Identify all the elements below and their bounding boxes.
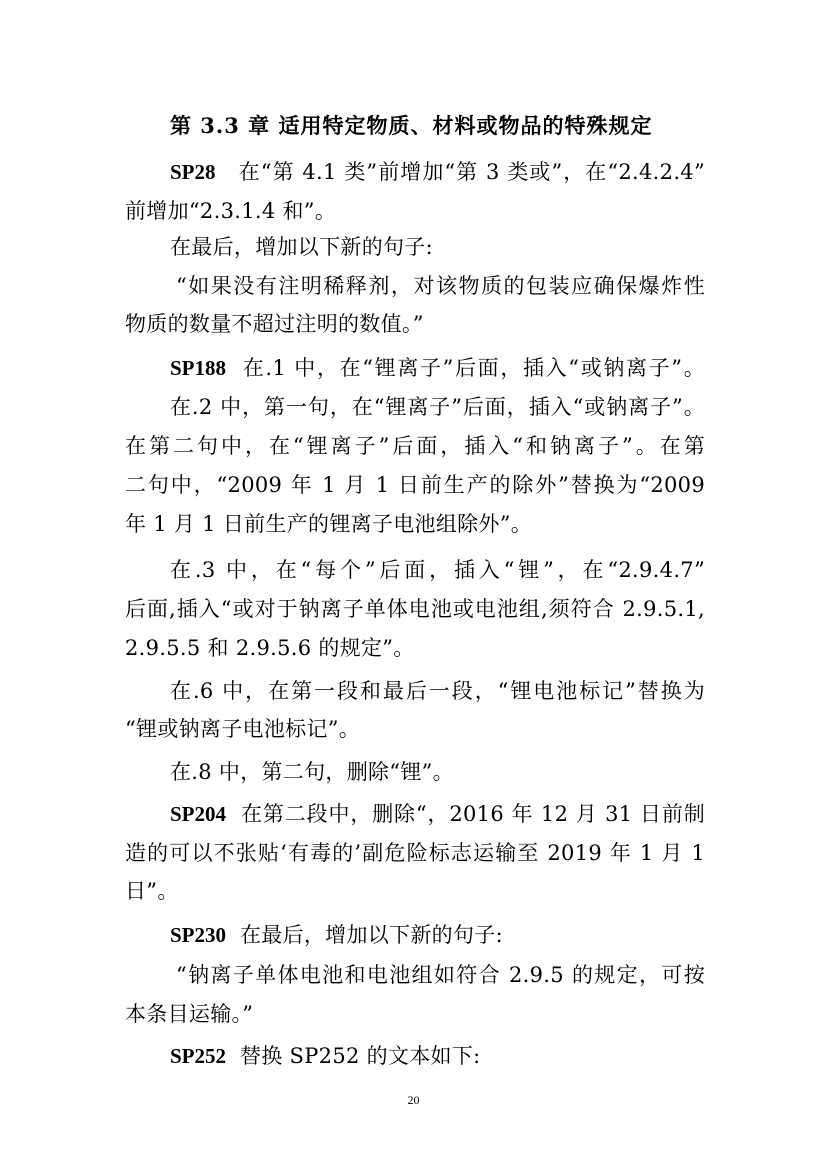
paragraph-line: 二句中，“2009 年 1 月 1 日前生产的除外”替换为“2009	[125, 473, 705, 497]
special-provision-code: SP230	[170, 923, 227, 947]
quote-line-1: “钠离子单体电池和电池组如符合 2.9.5 的规定，可按	[176, 963, 705, 987]
paragraph-line: 在.8 中，第二句，删除“锂”。	[170, 760, 454, 784]
special-provision-code: SP204	[170, 802, 227, 826]
paragraph-line: 在第二句中，在“锂离子”后面，插入“和钠离子”。在第	[125, 434, 705, 458]
paragraph-sp230-line-1	[170, 920, 705, 950]
paragraph-line: 在.2 中，第一句，在“锂离子”后面，插入“或钠离子”。	[170, 395, 705, 419]
section-heading: 第 3.3 章 适用特定物质、材料或物品的特殊规定	[170, 113, 653, 138]
paragraph-text: 在.1 中，在“锂离子”后面，插入“或钠离子”。	[242, 356, 706, 380]
paragraph-line: 在.3 中，在“每个”后面，插入“锂”，在“2.9.4.7”	[170, 558, 705, 582]
quote-line-1: “如果没有注明稀释剂，对该物质的包装应确保爆炸性	[176, 274, 705, 298]
paragraph-line: 造的可以不张贴‘有毒的’副危险标志运输至 2019 年 1 月 1	[125, 841, 705, 865]
paragraph-text: 在最后，增加以下新的句子:	[170, 235, 433, 259]
paragraph-sp28-line-1	[170, 157, 705, 187]
paragraph-sp204-line-1	[170, 799, 705, 829]
special-provision-code: SP252	[170, 1044, 227, 1068]
paragraph-sp252-line-1	[170, 1041, 705, 1071]
paragraph-line: 年 1 月 1 日前生产的锂离子电池组除外”。	[125, 512, 533, 536]
paragraph-sp188-line-1	[170, 353, 705, 383]
quote-line-2: 物质的数量不超过注明的数值。”	[125, 312, 424, 336]
paragraph-line: “锂或钠离子电池标记”。	[125, 717, 361, 741]
paragraph-text: 替换 SP252 的文本如下:	[239, 1044, 481, 1068]
paragraph-sp28-line-2: 前增加“2.3.1.4 和”。	[125, 199, 337, 223]
paragraph-text: 在第二段中，删除“，2016 年 12 月 31 日前制	[241, 802, 705, 826]
paragraph-text: 在“第 4.1 类”前增加“第 3 类或”，在“2.4.2.4”	[238, 160, 705, 184]
special-provision-code: SP188	[170, 356, 227, 380]
paragraph-line: 后面,插入“或对于钠离子单体电池或电池组,须符合 2.9.5.1,	[125, 597, 705, 621]
paragraph-line: 2.9.5.5 和 2.9.5.6 的规定”。	[125, 636, 415, 660]
paragraph-line: 日”。	[125, 879, 179, 903]
quote-line-2: 本条目运输。”	[125, 1002, 254, 1026]
paragraph-line: 在.6 中，在第一段和最后一段，“锂电池标记”替换为	[170, 679, 705, 703]
page-number: 20	[407, 1093, 420, 1107]
paragraph-text: 在最后，增加以下新的句子:	[239, 923, 503, 947]
special-provision-code: SP28	[170, 160, 216, 184]
